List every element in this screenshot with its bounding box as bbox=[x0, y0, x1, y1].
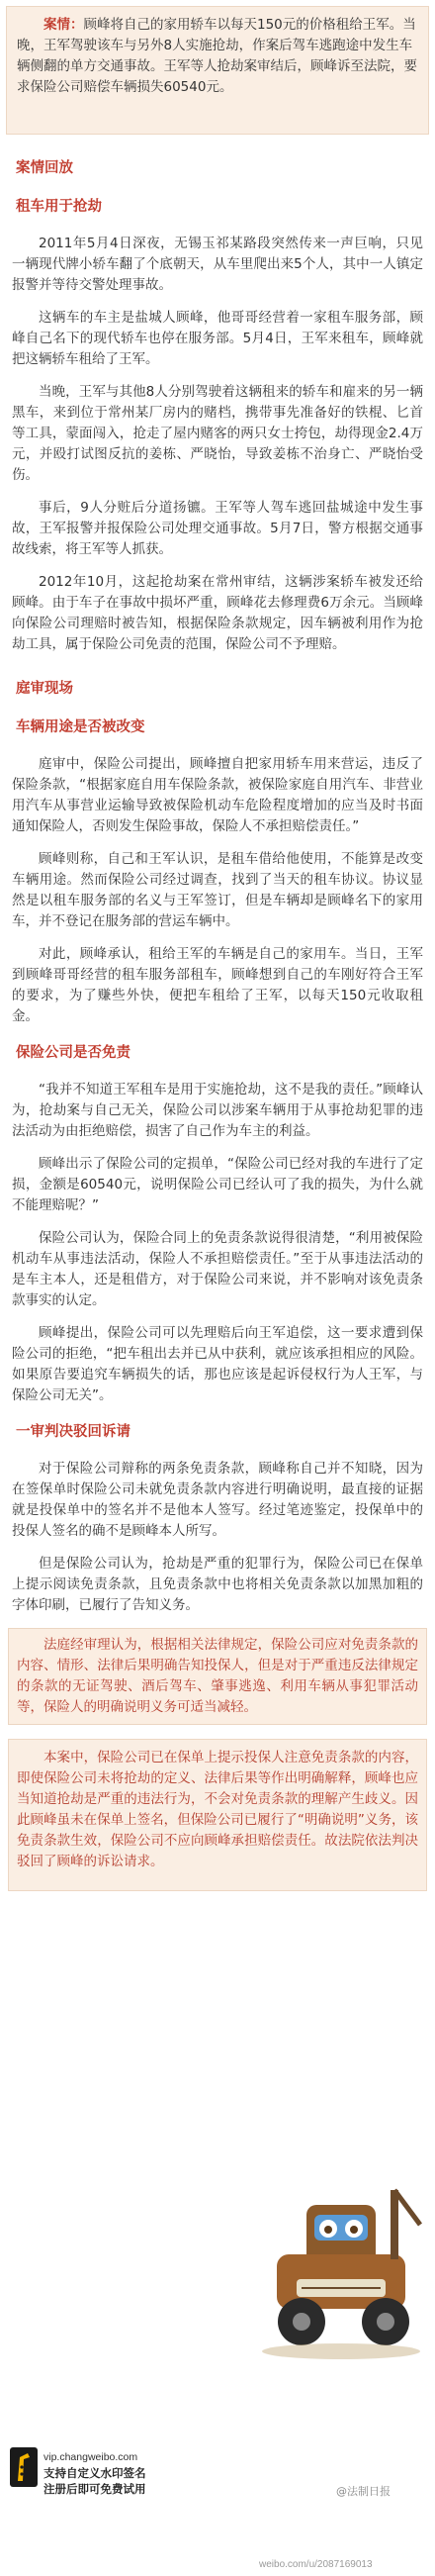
footer-line1: 支持自定义水印签名 bbox=[44, 2466, 146, 2480]
paragraph: “我并不知道王军租车是用于实施抢劫，这不是我的责任。”顾峰认为，抢劫案与自己无关，保险公司以涉案车辆用于从事抢劫犯罪的违法活动为由拒绝赔偿，损害了自己作为车主的利益。 bbox=[12, 1082, 423, 1139]
subtitle-exempt: 保险公司是否免责 bbox=[16, 1045, 130, 1061]
paragraph: 庭审中，保险公司提出，顾峰擅自把家用轿车用来营运，违反了保险条款，“根据家庭自用车保险条款，被保险家庭自用汽车、非营业用汽车从事营业运输导致被保险机动车危险程度增加的应当及时书面通知保险人，否则发生保险事故，保险人不承担赔偿责任。” bbox=[12, 756, 423, 834]
tow-truck-cartoon-icon bbox=[247, 2185, 429, 2363]
footer-url: vip.changweibo.com bbox=[44, 2451, 138, 2463]
giraffe-logo-icon bbox=[10, 2447, 38, 2487]
paragraph: 保险公司认为，保险合同上的免责条款说得很清楚，“利用被保险机动车从事违法活动，保险人不承担赔偿责任。”至于从事违法活动的是车主本人，还是租借方，对于保险公司来说，并不影响对该免责条款事实的认定。 bbox=[12, 1230, 423, 1308]
footer-line2: 注册后即可免费试用 bbox=[44, 2482, 146, 2496]
weibo-handle: @法制日报 bbox=[336, 2485, 391, 2498]
article bbox=[6, 6, 429, 2344]
footer-watermark-banner bbox=[6, 2447, 429, 2544]
paragraph: 对此，顾峰承认，租给王军的车辆是自己的家用车。当日，王军到顾峰哥哥经营的租车服务部租车，顾峰想到自己的车刚好符合王军的要求，为了赚些外快，便把车租给了王军，以每天150元收取租金。 bbox=[12, 946, 423, 1024]
paragraph: 顾峰提出，保险公司可以先理赔后向王军追偿，这一要求遭到保险公司的拒绝，“把车租出去并已从中获利，就应该承担相应的风险。如果原告要追究车辆损失的话，那也应该是起诉侵权行为人王军，与保险公司无关”。 bbox=[12, 1325, 423, 1403]
subtitle-vehicle-use: 车辆用途是否被改变 bbox=[16, 719, 145, 735]
paragraph: 当晚，王军与其他8人分别驾驶着这辆租来的轿车和雇来的另一辆黑车，来到位于常州某厂房内的赌档，携带事先准备好的铁棍、匕首等工具，蒙面闯入，抢走了屋内赌客的两只女士挎包，劫得现金2.4万元，并殴打试图反抗的姜栋、严晓怡，导致姜栋不治身亡、严晓怡受伤。 bbox=[12, 384, 423, 483]
weibo-url: weibo.com/u/2087169013 bbox=[259, 2559, 373, 2570]
case-tag: 案情： bbox=[44, 17, 84, 33]
section-title-review: 案情回放 bbox=[16, 160, 73, 176]
paragraph: 顾峰出示了保险公司的定损单，“保险公司已经对我的车进行了定损，金额是60540元，说明保险公司已经认可了我的损失，为什么就不能理赔呢？” bbox=[12, 1156, 423, 1213]
paragraph: 这辆车的车主是盐城人顾峰，他哥哥经营着一家租车服务部，顾峰自己名下的现代轿车也停在服务部。5月4日，王军来租车，顾峰就把这辆轿车租给了王军。 bbox=[12, 310, 423, 367]
paragraph: 2011年5月4日深夜，无锡玉祁某路段突然传来一声巨响，只见一辆现代牌小轿车翻了个底朝天，从车里爬出来5个人，其中一人镇定报警并等待交警处理事故。 bbox=[12, 236, 423, 293]
judgment-paragraph: 本案中，保险公司已在保单上提示投保人注意免责条款的内容，即使保险公司未将抢劫的定义、法律后果等作出明确解释，顾峰也应当知道抢劫是严重的违法行为，不会对免责条款的理解产生歧义。因此顾峰虽未在保单上签名，但保险公司已履行了“明确说明”义务，该免责条款生效，保险公司不应向顾峰承担赔偿责任。故法院依法判决驳回了顾峰的诉讼请求。 bbox=[17, 1750, 418, 1869]
case-text: 顾峰将自己的家用轿车以每天150元的价格租给王军。当晚，王军驾驶该车与另外8人实施抢劫，作案后驾车逃跑途中发生车辆侧翻的单方交通事故。王军等人抢劫案审结后，顾峰诉至法院，要求保险公司赔偿车辆损失60540元。 bbox=[17, 17, 417, 95]
paragraph: 2012年10月，这起抢劫案在常州审结，这辆涉案轿车被发还给顾峰。由于车子在事故中损坏严重，顾峰花去修理费6万余元。当顾峰向保险公司理赔时被告知，根据保险条款规定，因车辆被利用作为抢劫工具，属于保险公司免责的范围，保险公司不予理赔。 bbox=[12, 574, 423, 652]
paragraph: 但是保险公司认为，抢劫是严重的犯罪行为，保险公司已在保单上提示阅读免责条款，且免责条款中也将相关免责条款以加黑加粗的字体印刷，已履行了告知义务。 bbox=[12, 1556, 423, 1613]
judgment-box bbox=[8, 1739, 427, 1891]
court-finding-highlight: 法庭经审理认为，根据相关法律规定，保险公司应对免责条款的内容、情形、法律后果明确告知投保人，但是对于严重违反法律规定的条款的无证驾驶、酒后驾车、肇事逃逸、利用车辆从事犯罪活动等，保险人的明确说明义务可适当减轻。 bbox=[8, 1628, 427, 1725]
subtitle-verdict: 一审判决驳回诉请 bbox=[16, 1424, 130, 1440]
section-title-court: 庭审现场 bbox=[16, 681, 73, 697]
case-summary-box bbox=[6, 6, 429, 135]
paragraph: 事后，9人分赃后分道扬镳。王军等人驾车逃回盐城途中发生事故，王军报警并报保险公司处理交通事故。5月7日，警方根据交通事故线索，将王军等人抓获。 bbox=[12, 500, 423, 557]
subtitle-rent-for-robbery: 租车用于抢劫 bbox=[16, 199, 102, 215]
paragraph: 顾峰则称，自己和王军认识，是租车借给他使用，不能算是改变车辆用途。然而保险公司经过调查，找到了当天的租车协议。协议显然是以租车服务部的名义与王军签订，但是车辆却是顾峰名下的家用车，并不登记在服务部的营运车辆中。 bbox=[12, 851, 423, 929]
paragraph: 对于保险公司辩称的两条免责条款，顾峰称自己并不知晓，因为在签保单时保险公司未就免责条款内容进行明确说明，最直接的证据就是投保单中的签名并不是他本人签写。经过笔迹鉴定，投保单中的投保人签名的确不是顾峰本人所写。 bbox=[12, 1461, 423, 1539]
